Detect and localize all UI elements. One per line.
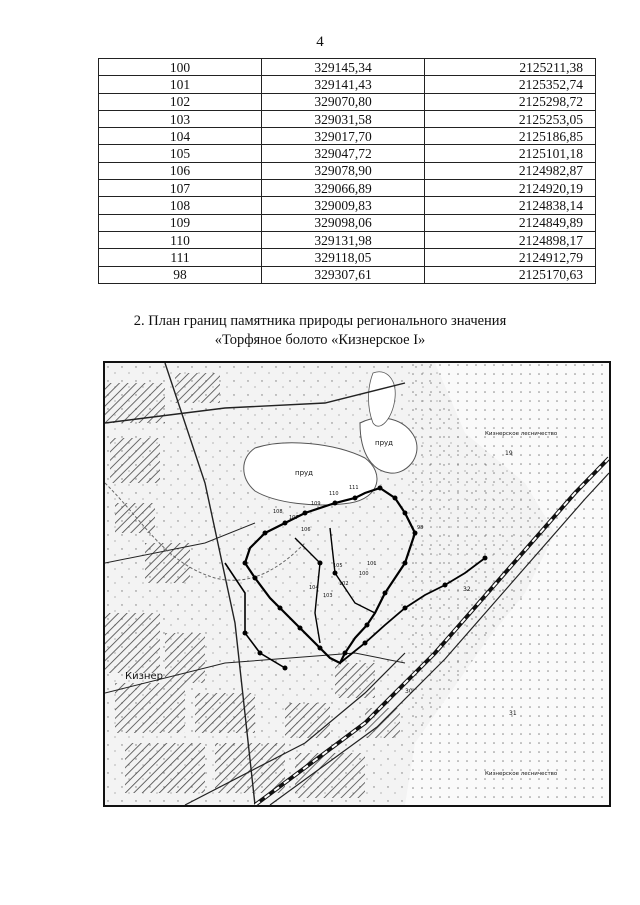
table-row	[99, 231, 596, 248]
x-coordinate-cell: 329017,70	[262, 128, 425, 145]
x-coordinate-cell: 329009,83	[262, 197, 425, 214]
boundary-map-image	[105, 363, 609, 805]
caption-line-2: «Торфяное болото «Кизнерское I»	[214, 332, 426, 348]
label-pt-106: 106	[301, 527, 311, 533]
y-coordinate-cell: 2125211,38	[425, 59, 596, 76]
label-forest-block-31: 31	[509, 710, 517, 717]
x-coordinate-cell: 329066,89	[262, 180, 425, 197]
coordinates-table-body	[99, 59, 596, 284]
point-number-cell: 102	[99, 93, 262, 110]
label-pt-109: 109	[311, 501, 321, 507]
table-row	[99, 266, 596, 283]
label-pond-2: пруд	[375, 439, 394, 447]
point-number-cell: 109	[99, 214, 262, 231]
table-row	[99, 249, 596, 266]
y-coordinate-cell: 2124982,87	[425, 162, 596, 179]
boundary-map	[103, 361, 611, 807]
y-coordinate-cell: 2124838,14	[425, 197, 596, 214]
label-pond-1: пруд	[295, 469, 314, 477]
x-coordinate-cell: 329145,34	[262, 59, 425, 76]
point-number-cell: 108	[99, 197, 262, 214]
label-pt-100: 100	[359, 571, 369, 577]
label-pt-105: 105	[333, 563, 343, 569]
x-coordinate-cell: 329070,80	[262, 93, 425, 110]
table-row	[99, 162, 596, 179]
x-coordinate-cell: 329078,90	[262, 162, 425, 179]
y-coordinate-cell: 2125170,63	[425, 266, 596, 283]
point-number-cell: 107	[99, 180, 262, 197]
y-coordinate-cell: 2125186,85	[425, 128, 596, 145]
point-number-cell: 111	[99, 249, 262, 266]
x-coordinate-cell: 329031,58	[262, 110, 425, 127]
x-coordinate-cell: 329131,98	[262, 231, 425, 248]
table-row	[99, 197, 596, 214]
caption-line-1: 2. План границ памятника природы регионального значения	[133, 313, 507, 329]
label-pt-111: 111	[349, 485, 359, 491]
label-pt-110: 110	[329, 491, 339, 497]
map-caption	[0, 312, 640, 350]
point-number-cell: 98	[99, 266, 262, 283]
table-row	[99, 76, 596, 93]
y-coordinate-cell: 2125298,72	[425, 93, 596, 110]
label-forestry-1: Кизнерское лесничество	[485, 431, 558, 437]
label-pt-101: 101	[367, 561, 377, 567]
forest-dots	[405, 363, 609, 805]
x-coordinate-cell: 329047,72	[262, 145, 425, 162]
x-coordinate-cell: 329141,43	[262, 76, 425, 93]
label-pt-103: 103	[323, 593, 333, 599]
y-coordinate-cell: 2124912,79	[425, 249, 596, 266]
point-number-cell: 104	[99, 128, 262, 145]
y-coordinate-cell: 2124849,89	[425, 214, 596, 231]
label-pt-102: 102	[339, 581, 349, 587]
point-number-cell: 106	[99, 162, 262, 179]
label-forest-block-32: 32	[463, 586, 471, 593]
y-coordinate-cell: 2125253,05	[425, 110, 596, 127]
page-number: 4	[316, 34, 324, 50]
label-pt-108: 108	[273, 509, 283, 515]
table-row	[99, 93, 596, 110]
y-coordinate-cell: 2125352,74	[425, 76, 596, 93]
point-number-cell: 101	[99, 76, 262, 93]
table-row	[99, 110, 596, 127]
table-row	[99, 128, 596, 145]
x-coordinate-cell: 329098,06	[262, 214, 425, 231]
table-row	[99, 59, 596, 76]
x-coordinate-cell: 329307,61	[262, 266, 425, 283]
label-pt-104: 104	[309, 585, 319, 591]
y-coordinate-cell: 2125101,18	[425, 145, 596, 162]
table-row	[99, 145, 596, 162]
point-number-cell: 100	[99, 59, 262, 76]
label-forest-block-19: 19	[505, 450, 513, 457]
x-coordinate-cell: 329118,05	[262, 249, 425, 266]
table-row	[99, 214, 596, 231]
label-pt-107: 107	[289, 515, 299, 521]
label-town: Кизнер	[125, 671, 163, 682]
y-coordinate-cell: 2124920,19	[425, 180, 596, 197]
coordinates-table	[98, 58, 596, 284]
table-row	[99, 180, 596, 197]
point-number-cell: 103	[99, 110, 262, 127]
label-forestry-2: Кизнерское лесничество	[485, 771, 558, 777]
y-coordinate-cell: 2124898,17	[425, 231, 596, 248]
label-forest-block-30: 30	[405, 688, 413, 695]
point-number-cell: 110	[99, 231, 262, 248]
label-pt-98: 98	[417, 525, 424, 531]
point-number-cell: 105	[99, 145, 262, 162]
